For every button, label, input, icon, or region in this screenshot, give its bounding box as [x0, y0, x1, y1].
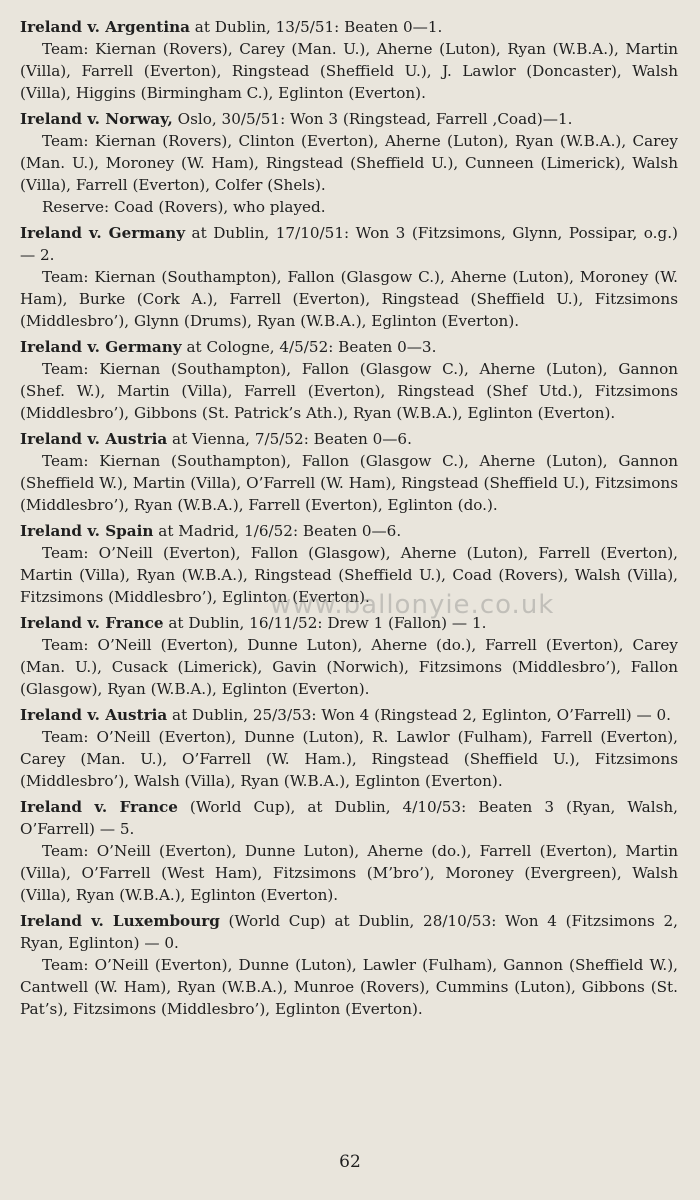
match-entry	[20, 108, 678, 218]
match-entry	[20, 16, 678, 104]
match-team: Team: O’Neill (Everton), Fallon (Glasgow), Aherne (Luton), Farrell (Everton), Martin (Villa), Ryan (W.B.A.), Ringstead (Sheffield U.), Coad (Rovers), Walsh (Villa), Fitzsimons (Middlesbro’), Eglinton (Everton).	[20, 544, 678, 606]
match-entry	[20, 520, 678, 608]
match-team: Team: O’Neill (Everton), Dunne (Luton), R. Lawlor (Fulham), Farrell (Everton), Carey (Man. U.), O’Farrell (W. Ham.), Ringstead (Sheffield U.), Fitzsimons (Middlesbro’), Walsh (Villa), Ryan (W.B.A.), Eglinton (Everton).	[20, 728, 678, 790]
match-opponent: Ireland v. Germany	[20, 224, 186, 242]
match-detail: (World Cup) at Dublin, 28/10/53: Won 4 (Fitzsimons 2, Ryan, Eglinton) — 0.	[20, 912, 678, 952]
match-opponent: Ireland v. Luxembourg	[20, 912, 220, 930]
match-opponent: Ireland v. Austria	[20, 706, 168, 724]
match-detail: Oslo, 30/5/51: Won 3 (Ringstead, Farrell ,Coad)—1.	[172, 110, 573, 128]
match-heading	[20, 222, 678, 266]
match-heading	[20, 520, 678, 542]
match-opponent: Ireland v. Argentina	[20, 18, 190, 36]
match-opponent: Ireland v. Germany	[20, 338, 182, 356]
match-opponent: Ireland v. Norway,	[20, 110, 173, 128]
match-heading	[20, 16, 678, 38]
match-heading	[20, 704, 678, 726]
match-opponent: Ireland v. France	[20, 614, 164, 632]
match-note: Reserve: Coad (Rovers), who played.	[42, 198, 326, 216]
match-team: Team: Kiernan (Southampton), Fallon (Glasgow C.), Aherne (Luton), Gannon (Shef. W.), Martin (Villa), Farrell (Everton), Ringstead (Shef Utd.), Fitzsimons (Middlesbro’), Gibbons (St. Patrick’s Ath.), Ryan (W.B.A.), Eglinton (Everton).	[20, 360, 678, 422]
match-entry	[20, 222, 678, 332]
match-detail: at Cologne, 4/5/52: Beaten 0—3.	[181, 338, 437, 356]
match-heading	[20, 612, 678, 634]
match-heading	[20, 796, 678, 840]
match-detail: at Dublin, 17/10/51: Won 3 (Fitzsimons, Glynn, Possipar, o.g.) — 2.	[20, 224, 678, 264]
match-team: Team: O’Neill (Everton), Dunne Luton), Aherne (do.), Farrell (Everton), Carey (Man. U.), Cusack (Limerick), Gavin (Norwich), Fitzsimons (Middlesbro’), Fallon (Glasgow), Ryan (W.B.A.), Eglinton (Everton).	[20, 636, 678, 698]
match-detail: at Vienna, 7/5/52: Beaten 0—6.	[167, 430, 412, 448]
match-detail: (World Cup), at Dublin, 4/10/53: Beaten 3 (Ryan, Walsh, O’Farrell) — 5.	[20, 798, 678, 838]
match-entry	[20, 796, 678, 906]
watermark-text: www.ballonyie.co.uk	[270, 590, 555, 620]
match-team: Team: Kiernan (Rovers), Carey (Man. U.), Aherne (Luton), Ryan (W.B.A.), Martin (Villa), Farrell (Everton), Ringstead (Sheffield U.), J. Lawlor (Doncaster), Walsh (Villa), Higgins (Birmingham C.), Eglinton (Everton).	[20, 40, 678, 102]
match-opponent: Ireland v. France	[20, 798, 178, 816]
match-detail: at Madrid, 1/6/52: Beaten 0—6.	[153, 522, 402, 540]
match-team: Team: Kiernan (Southampton), Fallon (Glasgow C.), Aherne (Luton), Gannon (Sheffield W.), Martin (Villa), O’Farrell (W. Ham), Ringstead (Sheffield U.), Fitzsimons (Middlesbro’), Ryan (W.B.A.), Farrell (Everton), Eglinton (do.).	[20, 452, 678, 514]
match-detail: at Dublin, 13/5/51: Beaten 0—1.	[189, 18, 443, 36]
match-team: Team: Kiernan (Southampton), Fallon (Glasgow C.), Aherne (Luton), Moroney (W. Ham), Burke (Cork A.), Farrell (Everton), Ringstead (Sheffield U.), Fitzsimons (Middlesbro’), Glynn (Drums), Ryan (W.B.A.), Eglinton (Everton).	[20, 268, 678, 330]
match-opponent: Ireland v. Spain	[20, 522, 154, 540]
match-entry	[20, 612, 678, 700]
match-heading	[20, 336, 678, 358]
match-team: Team: O’Neill (Everton), Dunne Luton), Aherne (do.), Farrell (Everton), Martin (Villa), O’Farrell (West Ham), Fitzsimons (M’bro’), Moroney (Evergreen), Walsh (Villa), Ryan (W.B.A.), Eglinton (Everton).	[20, 842, 678, 904]
match-entry	[20, 428, 678, 516]
match-entry	[20, 704, 678, 792]
match-heading	[20, 108, 678, 130]
match-entry	[20, 336, 678, 424]
match-team: Team: Kiernan (Rovers), Clinton (Everton), Aherne (Luton), Ryan (W.B.A.), Carey (Man. U.), Moroney (W. Ham), Ringstead (Sheffield U.), Cunneen (Limerick), Walsh (Villa), Farrell (Everton), Colfer (Shels).	[20, 132, 678, 194]
match-heading	[20, 910, 678, 954]
match-entry	[20, 910, 678, 1020]
match-heading	[20, 428, 678, 450]
match-detail: at Dublin, 25/3/53: Won 4 (Ringstead 2, Eglinton, O’Farrell) — 0.	[167, 706, 671, 724]
match-team: Team: O’Neill (Everton), Dunne (Luton), Lawler (Fulham), Gannon (Sheffield W.), Cantwell (W. Ham), Ryan (W.B.A.), Munroe (Rovers), Cummins (Luton), Gibbons (St. Pat’s), Fitzsimons (Middlesbro’), Eglinton (Everton).	[20, 956, 678, 1018]
page-number: 62	[339, 1152, 361, 1172]
match-opponent: Ireland v. Austria	[20, 430, 168, 448]
match-detail: at Dublin, 16/11/52: Drew 1 (Fallon) — 1.	[163, 614, 487, 632]
